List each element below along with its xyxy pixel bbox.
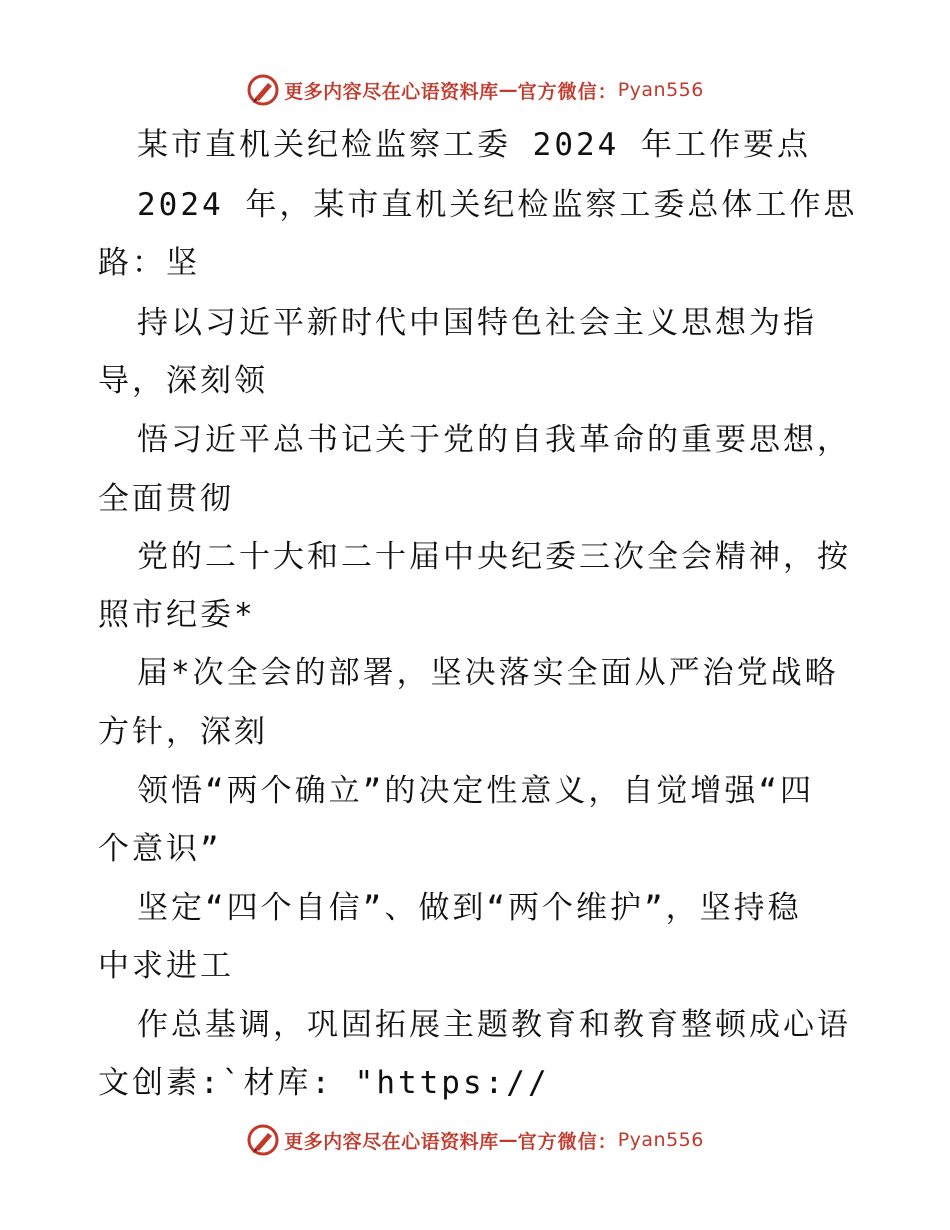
text-line: 悟习近平总书记关于党的自我革命的重要思想， <box>137 422 851 458</box>
banner-sub-text: 官方微信： <box>517 80 618 103</box>
banner-handle: Pyan556 <box>617 1129 704 1151</box>
text-line: 届*次全会的部署，坚决落实全面从严治党战略 <box>137 655 839 691</box>
pen-logo-icon <box>246 73 280 107</box>
text-line: 2024 年，某市直机关纪检监察工委总体工作思 <box>137 187 858 223</box>
pen-logo-icon <box>246 1123 280 1157</box>
banner-main-text: 更多内容尽在心语资料库 <box>284 80 499 103</box>
text-line: 照市纪委* <box>98 597 256 633</box>
footer-watermark <box>0 1120 950 1160</box>
banner-separator: — <box>498 79 518 101</box>
text-line: 中求进工 <box>98 948 234 984</box>
text-line: 导，深刻领 <box>98 363 268 399</box>
banner-handle: Pyan556 <box>617 79 704 101</box>
text-line: 持以习近平新时代中国特色社会主义思想为指 <box>137 305 817 341</box>
text-line: 方针，深刻 <box>98 714 268 750</box>
banner-main-text: 更多内容尽在心语资料库 <box>284 1130 499 1153</box>
banner-sub-text: 官方微信： <box>517 1130 618 1153</box>
text-line: 路：坚 <box>98 245 200 281</box>
text-line: 作总基调，巩固拓展主题教育和教育整顿成心语 <box>137 1007 851 1043</box>
text-line: 全面贯彻 <box>98 481 234 517</box>
banner-separator: — <box>498 1129 518 1151</box>
header-watermark <box>0 70 950 110</box>
text-line: 文创素:`材库: "https:// <box>98 1065 550 1101</box>
text-line: 坚定“四个自信”、做到“两个维护”，坚持稳 <box>137 890 802 926</box>
text-line: 领悟“两个确立”的决定性意义，自觉增强“四 <box>137 773 814 809</box>
document-title: 某市直机关纪检监察工委 2024 年工作要点 <box>137 127 811 163</box>
text-line: 党的二十大和二十届中央纪委三次全会精神，按 <box>137 539 851 575</box>
text-line: 个意识” <box>98 831 222 867</box>
